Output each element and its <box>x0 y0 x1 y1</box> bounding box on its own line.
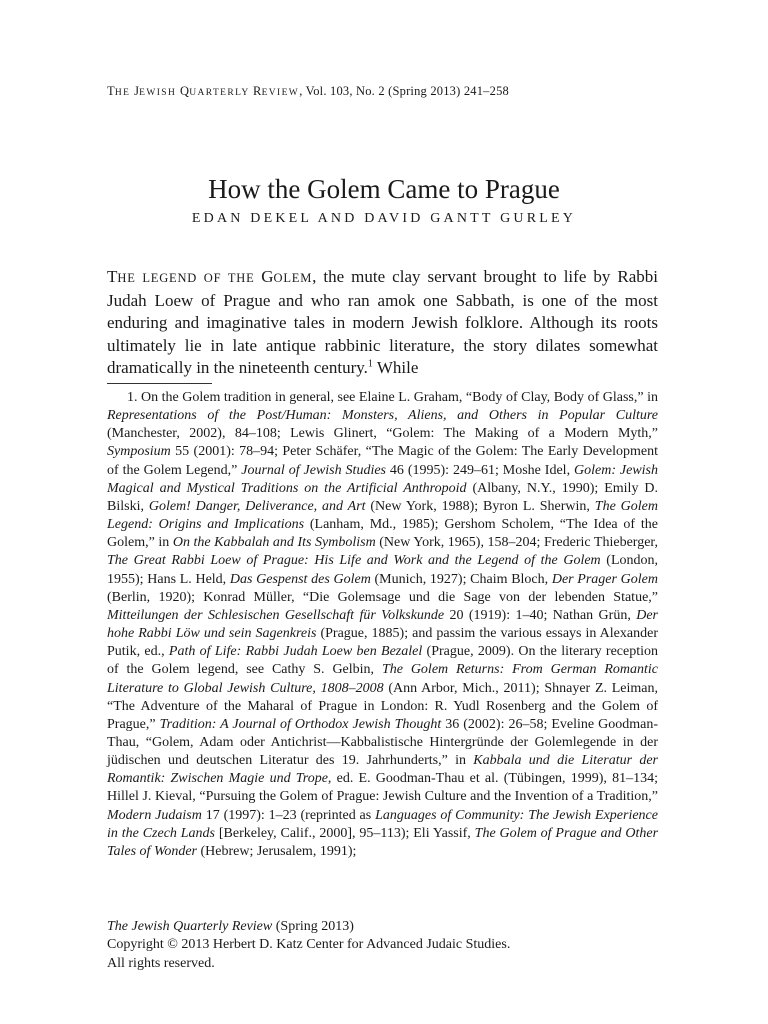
footnote-text: , ed. E. Goodman-Thau et al. (Tübingen, 1999), 81–134; Hillel J. Kieval, “Pursuing the Golem of Prague: Jewish Culture and the Invention of a Tradition,” <box>107 771 658 805</box>
imprint <box>107 918 510 973</box>
footnote-text: [Berkeley, Calif., 2000], 95–113); Eli Yassif, <box>215 825 475 841</box>
footnote-citation-title: The Golem of Prague and Other Tales of Wonder <box>107 825 659 859</box>
footnote-citation-title: Representations of the Post/Human: Monsters, Aliens, and Others in Popular Culture <box>107 408 658 424</box>
footnote-text: (Ann Arbor, Mich., 2011); Shnayer Z. Leiman, “The Adventure of the Maharal of Prague in London: R. Yudl Rosenberg and the Golem of Prague,” <box>107 680 658 732</box>
footnote-citation-title: Der hohe Rabbi Löw und sein Sagenkreis <box>107 607 658 642</box>
running-head-small: EWISH <box>139 88 181 98</box>
footnote-citation-title: Mitteilungen der Schlesischen Gesellschaft für Volkskunde <box>107 607 445 623</box>
running-head-volume: , Vol. 103, No. 2 (Spring 2013) 241–258 <box>299 84 509 98</box>
body-text-trailing: While <box>372 358 419 378</box>
running-head-cap: Q <box>180 84 190 98</box>
footnote-citation-title: Das Gespenst des Golem <box>229 571 371 587</box>
footnote-citation-title: Kabbala und die Literatur der Romantik: Zwischen Magie und Trope <box>107 753 658 787</box>
running-head-cap: J <box>134 84 140 98</box>
footnote-text: (Berlin, 1920); Konrad Müller, “Die Golemsage und die Sage von der lebenden Statue,” <box>107 589 658 605</box>
footnote-citation-title: Symposium <box>107 444 171 460</box>
footnote-citation-title: Path of Life: Rabbi Judah Loew ben Bezalel <box>168 644 423 660</box>
footnote-text: (Albany, N.Y., 1990); Emily D. Bilski, <box>107 480 659 514</box>
footnote-text: 20 (1919): 1–40; Nathan Grün, <box>444 607 637 623</box>
footnote-text: (Hebrew; Jerusalem, 1991); <box>196 843 357 859</box>
footnote-text: (London, 1955); Hans L. Held, <box>107 553 658 587</box>
footnote-text: (Prague, 1885); and passim the various essays in Alexander Putik, ed., <box>107 626 658 660</box>
imprint-issue: (Spring 2013) <box>272 919 354 934</box>
footnote-text: 1. On the Golem tradition in general, see Elaine L. Graham, “Body of Clay, Body of Glass,” in <box>127 390 658 405</box>
footnote-citation-title: Golem: Jewish Magical and Mystical Traditions on the Artificial Anthropoid <box>107 462 659 496</box>
article-title: How the Golem Came to Prague <box>208 174 560 204</box>
footnote-text: (Munich, 1927); Chaim Bloch, <box>370 571 552 587</box>
body-text: , the mute clay servant brought to life by Rabbi Judah Loew of Prague and who ran amok one Sabbath, is one of the most enduring and imaginative tales in modern Jewish folklore. Although its roots ultimately lie in late antique rabbinic literature, the story dilates somewhat dramatically in the nineteenth century. <box>107 267 658 378</box>
imprint-copyright: Copyright © 2013 Herbert D. Katz Center for Advanced Judaic Studies. <box>107 937 511 953</box>
footnote-citation-title: The Great Rabbi Loew of Prague: His Life and Work and the Legend of the Golem <box>107 553 601 569</box>
footnote-citation-title: Languages of Community: The Jewish Experience in the Czech Lands <box>107 807 658 841</box>
imprint-journal-title: The Jewish Quarterly Review <box>107 919 273 934</box>
opening-small-caps: HE LEGEND OF THE <box>117 271 262 285</box>
running-head-small: HE <box>114 88 135 98</box>
footnote-citation-title: Golem! Danger, Deliverance, and Art <box>148 498 366 514</box>
footnote-text: 17 (1997): 1–23 (reprinted as <box>201 807 376 823</box>
footnote-citation-title: The Golem Returns: From German Romantic Literature to Global Jewish Culture, 1808–2008 <box>107 662 658 696</box>
footnote-1 <box>107 389 658 861</box>
running-head-cap: T <box>107 84 115 98</box>
footnote-citation-title: Der Prager Golem <box>551 571 658 587</box>
footnote-citation-title: Journal of Jewish Studies <box>241 462 386 478</box>
body-paragraph <box>107 266 658 380</box>
footnote-rule <box>107 383 212 384</box>
footnote-text: (New York, 1965), 158–204; Frederic Thieberger, <box>375 535 659 551</box>
footnote-citation-title: The Golem Legend: Origins and Implications <box>107 498 658 533</box>
opening-cap: G <box>261 267 274 286</box>
footnote-citation-title: Tradition: A Journal of Orthodox Jewish Thought <box>159 716 442 732</box>
footnote-text: (Manchester, 2002), 84–108; Lewis Glinert, “Golem: The Making of a Modern Myth,” <box>107 426 658 442</box>
imprint-journal-line <box>107 918 510 936</box>
article-authors: EDAN DEKEL AND DAVID GANTT GURLEY <box>191 211 577 226</box>
footnote-reference[interactable]: 1 <box>367 358 373 370</box>
footnote-text: 55 (2001): 78–94; Peter Schäfer, “The Magic of the Golem: The Early Development of the Golem Legend,” <box>107 444 658 478</box>
footnote-text: (New York, 1988); Byron L. Sherwin, <box>365 498 595 514</box>
footnote-text: 36 (2002): 26–58; Eveline Goodman-Thau, “Golem, Adam oder Antichrist—Kabbalistische Hintergründe der Golemlegende in der jüdischen und deutschen Literatur des 19. Jahrhunderts,” in <box>107 716 658 769</box>
footnote-text: (Lanham, Md., 1985); Gershom Scholem, “The Idea of the Golem,” in <box>107 517 659 551</box>
imprint-rights: All rights reserved. <box>107 955 215 971</box>
footnote-citation-title: Modern Judaism <box>107 807 202 823</box>
opening-small-caps: OLEM <box>273 271 313 285</box>
footnote-citation-title: On the Kabbalah and Its Symbolism <box>172 535 376 551</box>
opening-cap: T <box>107 267 118 286</box>
running-head-small: UARTERLY <box>189 88 254 98</box>
footnote-text: 46 (1995): 249–61; Moshe Idel, <box>386 462 574 478</box>
running-head-small: EVIEW <box>261 88 300 98</box>
running-head-cap: R <box>253 84 262 98</box>
footnote-text: (Prague, 2009). On the literary reception of the Golem legend, see Cathy S. Gelbin, <box>107 644 659 678</box>
running-head <box>107 84 509 99</box>
